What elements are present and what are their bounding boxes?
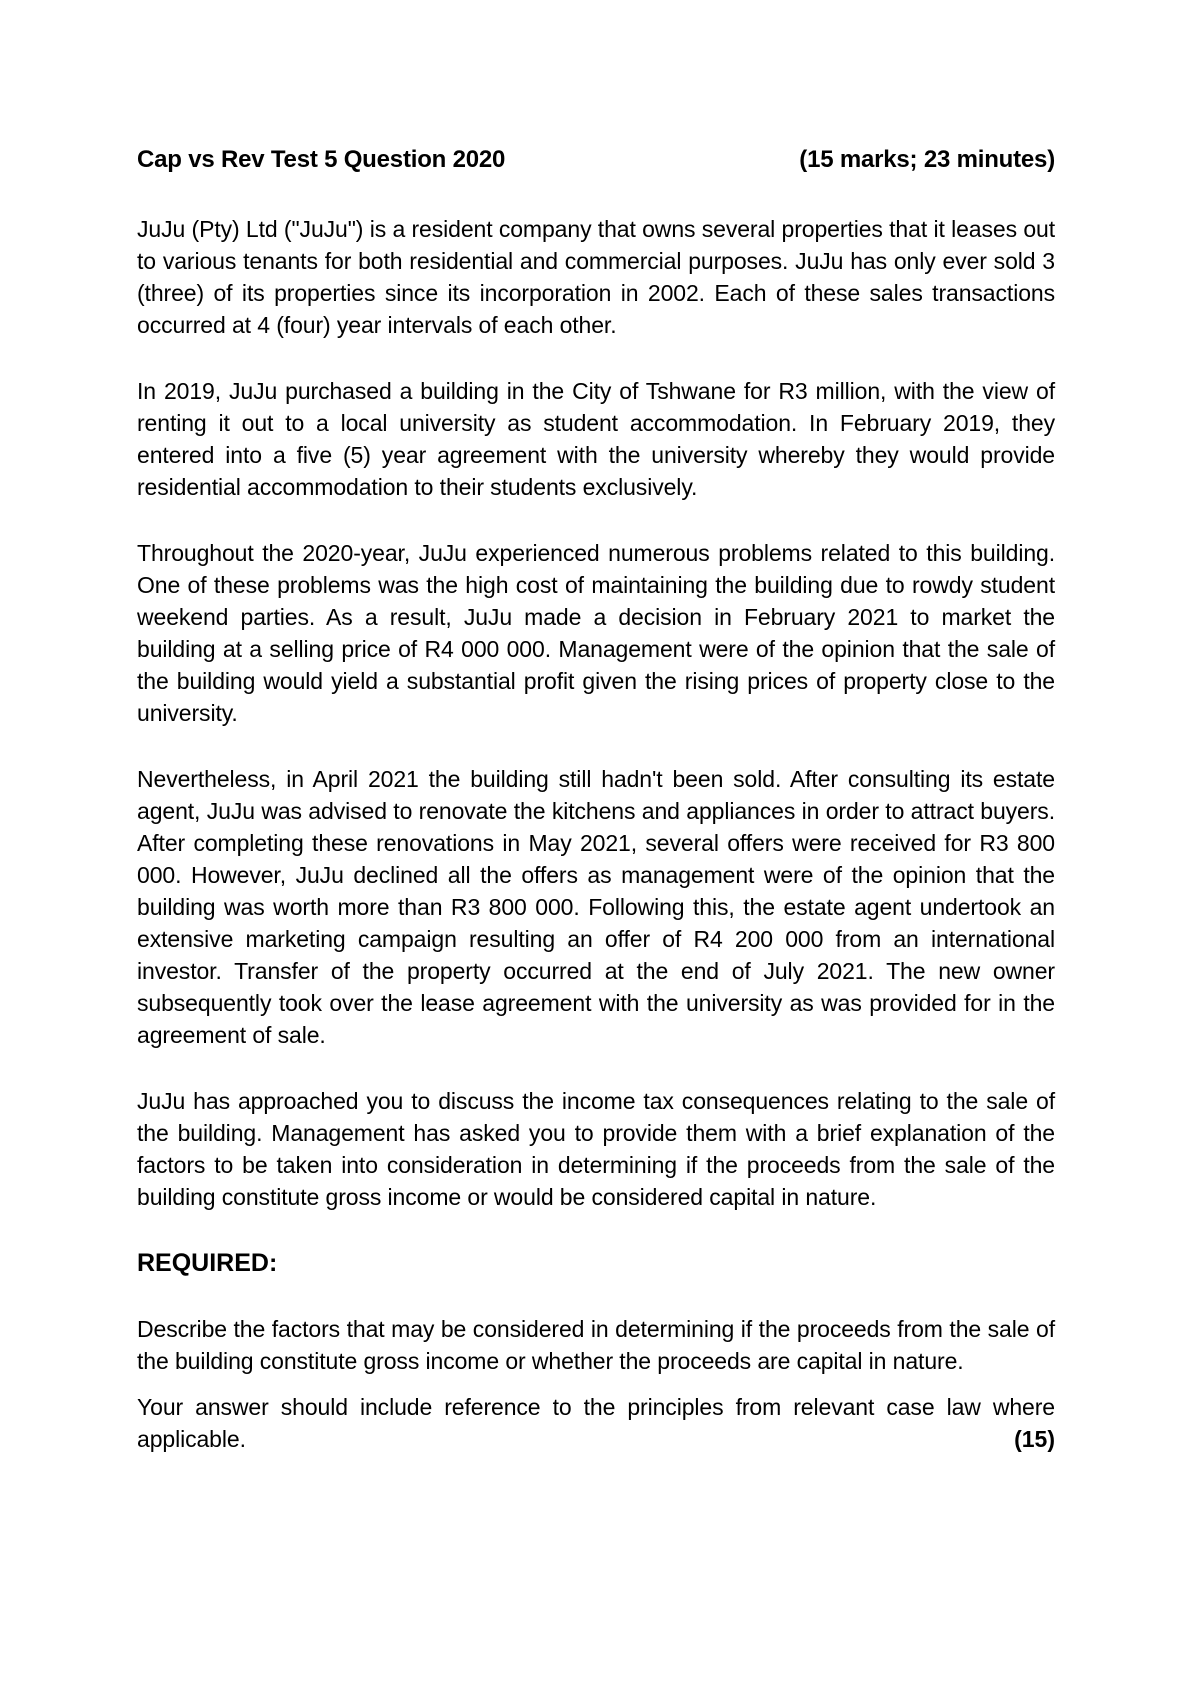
required-heading: REQUIRED: bbox=[137, 1249, 278, 1277]
required-task-paragraph: Describe the factors that may be considered in determining if the proceeds from the sale of the building constitute gross income or whether the proceeds are capital in nature. bbox=[137, 1316, 1055, 1374]
required-note-row bbox=[137, 1391, 1055, 1455]
document-header bbox=[137, 145, 1055, 175]
body-paragraph-4: Nevertheless, in April 2021 the building still hadn't been sold. After consulting its estate agent, JuJu was advised to renovate the kitchens and appliances in order to attract buyers. After completing these renovations in May 2021, several offers were received for R3 800 000. However, JuJu declined all the offers as management were of the opinion that the building was worth more than R3 800 000. Following this, the estate agent undertook an extensive marketing campaign resulting an offer of R4 200 000 from an international investor. Transfer of the property occurred at the end of July 2021. The new owner subsequently took over the lease agreement with the university as was provided for in the agreement of sale. bbox=[137, 766, 1055, 1048]
marks-allocation: (15) bbox=[1002, 1423, 1055, 1455]
body-paragraph-3: Throughout the 2020-year, JuJu experienced numerous problems related to this building. One of these problems was the high cost of maintaining the building due to rowdy student weekend parties. As a result, JuJu made a decision in February 2021 to market the building at a selling price of R4 000 000. Management were of the opinion that the sale of the building would yield a substantial profit given the rising prices of property close to the university. bbox=[137, 540, 1055, 726]
required-note-paragraph: Your answer should include reference to the principles from relevant case law where applicable. bbox=[137, 1394, 1055, 1452]
body-paragraph-5: JuJu has approached you to discuss the income tax consequences relating to the sale of the building. Management has asked you to provide them with a brief explanation of the factors to be taken into consideration in determining if the proceeds from the sale of the building constitute gross income or would be considered capital in nature. bbox=[137, 1088, 1055, 1210]
marks-time-label: (15 marks; 23 minutes) bbox=[799, 146, 1055, 173]
page-title: Cap vs Rev Test 5 Question 2020 bbox=[137, 146, 506, 173]
body-paragraph-1: JuJu (Pty) Ltd ("JuJu") is a resident company that owns several properties that it leases out to various tenants for both residential and commercial purposes. JuJu has only ever sold 3 (three) of its properties since its incorporation in 2002. Each of these sales transactions occurred at 4 (four) year intervals of each other. bbox=[137, 216, 1055, 338]
body-paragraph-2: In 2019, JuJu purchased a building in the City of Tshwane for R3 million, with the view of renting it out to a local university as student accommodation. In February 2019, they entered into a five (5) year agreement with the university whereby they would provide residential accommodation to their students exclusively. bbox=[137, 378, 1055, 500]
